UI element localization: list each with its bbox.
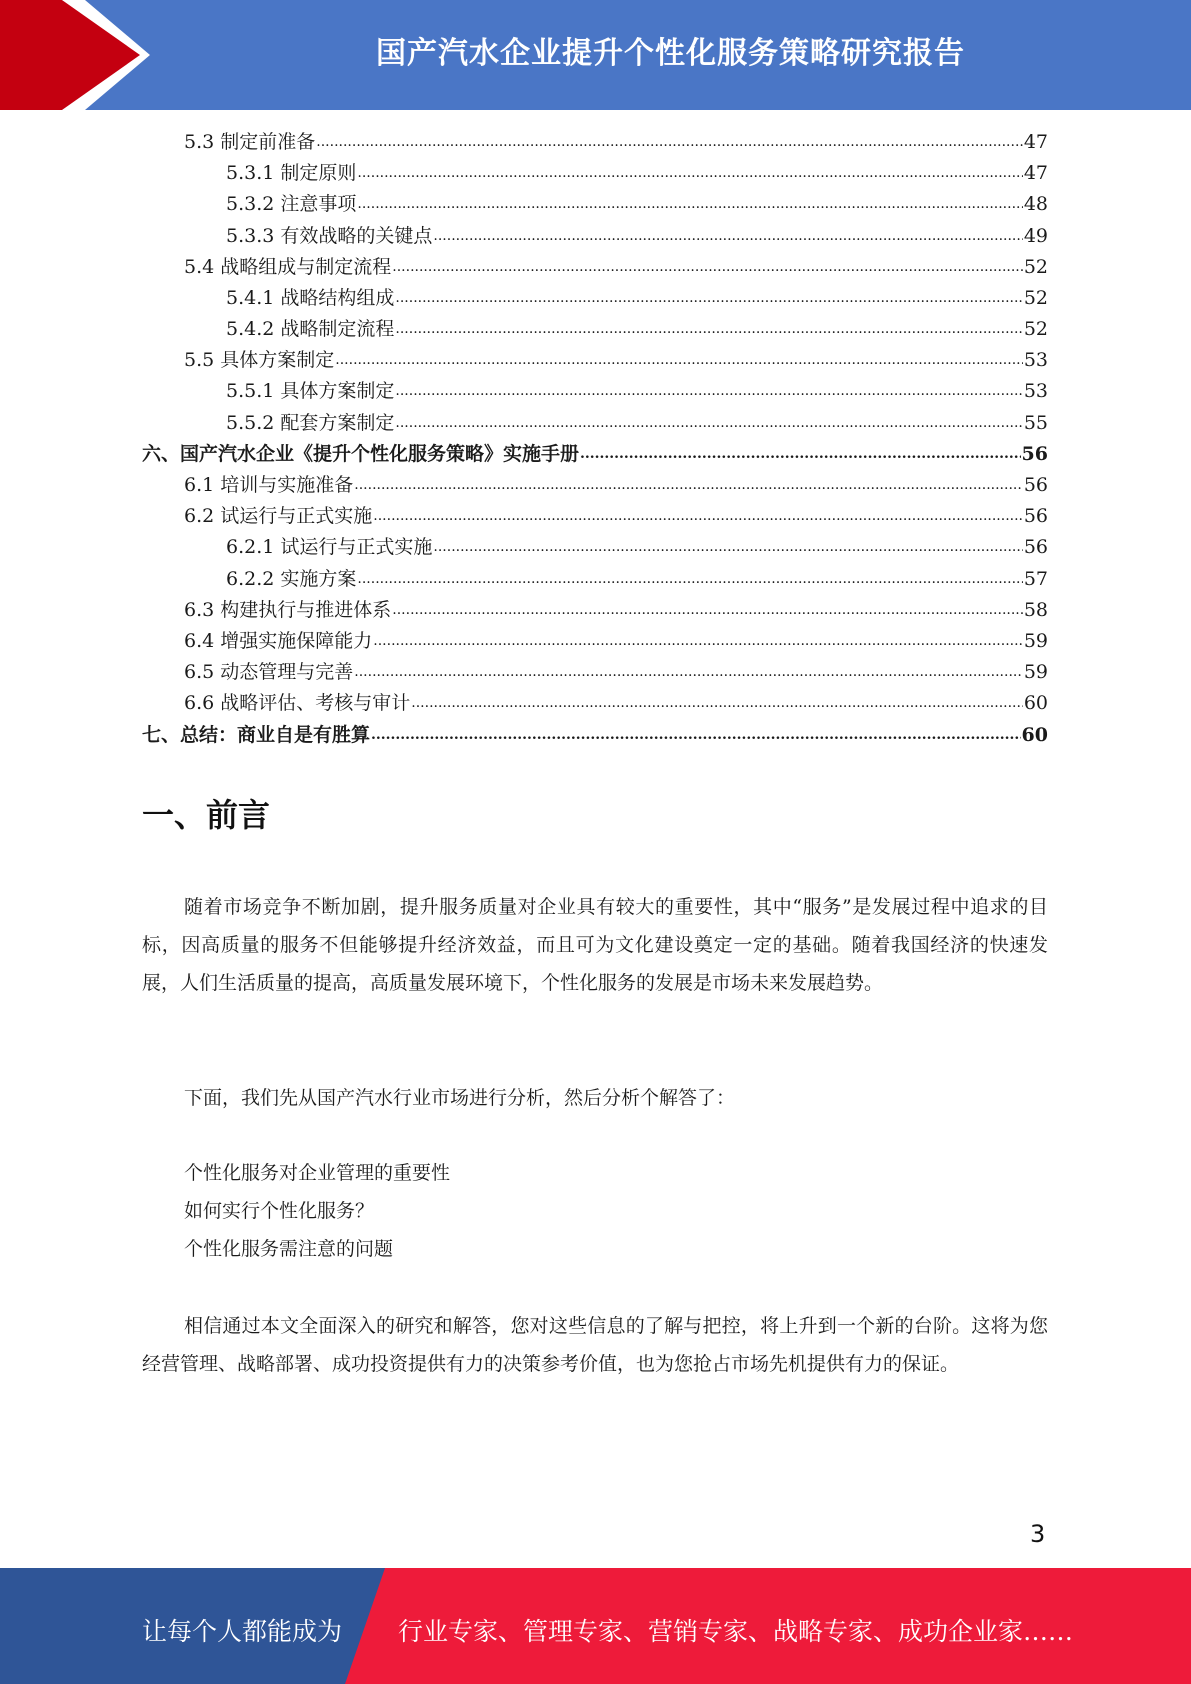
toc-leader: [335, 345, 1023, 376]
toc-entry-6-6[interactable]: [142, 688, 1048, 719]
toc-leader: [433, 532, 1022, 563]
toc-entry-5-4-2[interactable]: [142, 314, 1048, 345]
toc-label: 5.3 制定前准备: [184, 130, 316, 153]
toc-page: 56: [1021, 442, 1048, 465]
toc-leader: [580, 439, 1021, 470]
toc-leader: [395, 283, 1022, 314]
toc-page: 49: [1023, 224, 1048, 247]
toc-leader: [354, 657, 1023, 688]
toc-leader: [354, 470, 1023, 501]
toc-page: 56: [1023, 505, 1048, 528]
toc-entry-5-5[interactable]: [142, 345, 1048, 376]
toc-label: 6.3 构建执行与推进体系: [184, 598, 392, 621]
toc-leader: [357, 189, 1022, 220]
toc-label: 6.6 战略评估、考核与审计: [184, 692, 411, 715]
toc-page: 59: [1023, 661, 1048, 684]
list-item: 个性化服务对企业管理的重要性: [184, 1162, 451, 1184]
toc-page: 60: [1023, 692, 1048, 715]
toc-entry-5-3-1[interactable]: [142, 158, 1048, 189]
toc-label: 5.5.2 配套方案制定: [226, 411, 395, 434]
toc-page: 52: [1023, 318, 1048, 341]
toc-entry-6-2-1[interactable]: [142, 532, 1048, 563]
toc-leader: [395, 408, 1022, 439]
toc-entry-6-4[interactable]: [142, 626, 1048, 657]
toc-label: 6.5 动态管理与完善: [184, 661, 354, 684]
toc-entry-6-3[interactable]: [142, 595, 1048, 626]
toc-page: 52: [1023, 286, 1048, 309]
toc-label: 5.5 具体方案制定: [184, 349, 335, 372]
toc-label: 5.3.1 制定原则: [226, 162, 357, 185]
toc-label: 5.3.2 注意事项: [226, 193, 357, 216]
toc-label: 5.4.2 战略制定流程: [226, 318, 395, 341]
toc-entry-5-5-2[interactable]: [142, 408, 1048, 439]
toc-leader: [433, 221, 1022, 252]
topic-list: [184, 1154, 450, 1268]
toc-entry-6-5[interactable]: [142, 657, 1048, 688]
toc-page: 47: [1023, 162, 1048, 185]
toc-leader: [373, 626, 1023, 657]
list-item: 如何实行个性化服务？: [184, 1200, 375, 1222]
report-title: 国产汽水企业提升个性化服务策略研究报告: [376, 36, 965, 71]
toc-label: 6.1 培训与实施准备: [184, 474, 354, 497]
toc-page: 48: [1023, 193, 1048, 216]
intro-paragraph-1: 随着市场竞争不断加剧，提升服务质量对企业具有较大的重要性，其中“服务”是发展过程中追求的目标，因高质量的服务不但能够提升经济效益，而且可为文化建设奠定一定的基础。随着我国经济的快速发展，人们生活质量的提高，高质量发展环境下，个性化服务的发展是市场未来发展趋势。: [142, 896, 1048, 994]
intro-paragraph-2: 下面，我们先从国产汽水行业市场进行分析，然后分析个解答了：: [184, 1087, 736, 1109]
toc-label: 5.3.3 有效战略的关键点: [226, 224, 433, 247]
toc-leader: [411, 688, 1023, 719]
toc-entry-5-3-2[interactable]: [142, 189, 1048, 220]
toc-page: 56: [1023, 474, 1048, 497]
toc-label: 六、国产汽水企业《提升个性化服务策略》实施手册: [142, 442, 580, 465]
toc-leader: [316, 127, 1023, 158]
toc-leader: [392, 252, 1023, 283]
section-heading: 一、前言: [142, 796, 271, 834]
toc-leader: [373, 501, 1023, 532]
toc-entry-5-5-1[interactable]: [142, 377, 1048, 408]
toc-label: 七、总结：商业自是有胜算: [142, 723, 371, 746]
toc-label: 5.5.1 具体方案制定: [226, 380, 395, 403]
footer-slogan-right: 行业专家、管理专家、营销专家、战略专家、成功企业家……: [398, 1617, 1074, 1646]
list-item: 个性化服务需注意的问题: [184, 1238, 394, 1260]
toc-page: 55: [1023, 411, 1048, 434]
toc-label: 6.2 试运行与正式实施: [184, 505, 373, 528]
toc-page: 53: [1023, 349, 1048, 372]
table-of-contents: [142, 127, 1048, 751]
toc-label: 6.4 增强实施保障能力: [184, 629, 373, 652]
footer-slogan-left: 让每个人都能成为: [142, 1617, 343, 1646]
toc-label: 6.2.1 试运行与正式实施: [226, 536, 433, 559]
toc-entry-6-2-2[interactable]: [142, 564, 1048, 595]
toc-leader: [357, 564, 1022, 595]
toc-page: 53: [1023, 380, 1048, 403]
toc-entry-5-4[interactable]: [142, 252, 1048, 283]
header-banner: [0, 0, 1191, 110]
toc-entry-6-2[interactable]: [142, 501, 1048, 532]
toc-label: 6.2.2 实施方案: [226, 567, 357, 590]
toc-page: 47: [1023, 130, 1048, 153]
toc-label: 5.4.1 战略结构组成: [226, 286, 395, 309]
toc-entry-5-3[interactable]: [142, 127, 1048, 158]
toc-leader: [395, 314, 1022, 345]
intro-paragraph-3: 相信通过本文全面深入的研究和解答，您对这些信息的了解与把控，将上升到一个新的台阶。这将为您经营管理、战略部署、成功投资提供有力的决策参考价值，也为您抢占市场先机提供有力的保证。: [142, 1315, 1048, 1375]
toc-entry-chapter-6[interactable]: [142, 439, 1048, 470]
toc-page: 57: [1023, 567, 1048, 590]
toc-leader: [357, 158, 1022, 189]
toc-entry-5-3-3[interactable]: [142, 221, 1048, 252]
page-number: 3: [1030, 1520, 1046, 1548]
toc-page: 59: [1023, 629, 1048, 652]
toc-page: 56: [1023, 536, 1048, 559]
toc-leader: [371, 720, 1021, 751]
toc-page: 52: [1023, 255, 1048, 278]
toc-label: 5.4 战略组成与制定流程: [184, 255, 392, 278]
footer-banner: [0, 1568, 1191, 1684]
toc-leader: [395, 376, 1022, 407]
toc-leader: [392, 595, 1023, 626]
toc-entry-5-4-1[interactable]: [142, 283, 1048, 314]
toc-page: 58: [1023, 598, 1048, 621]
toc-page: 60: [1021, 723, 1048, 746]
toc-entry-chapter-7[interactable]: [142, 720, 1048, 751]
toc-entry-6-1[interactable]: [142, 470, 1048, 501]
